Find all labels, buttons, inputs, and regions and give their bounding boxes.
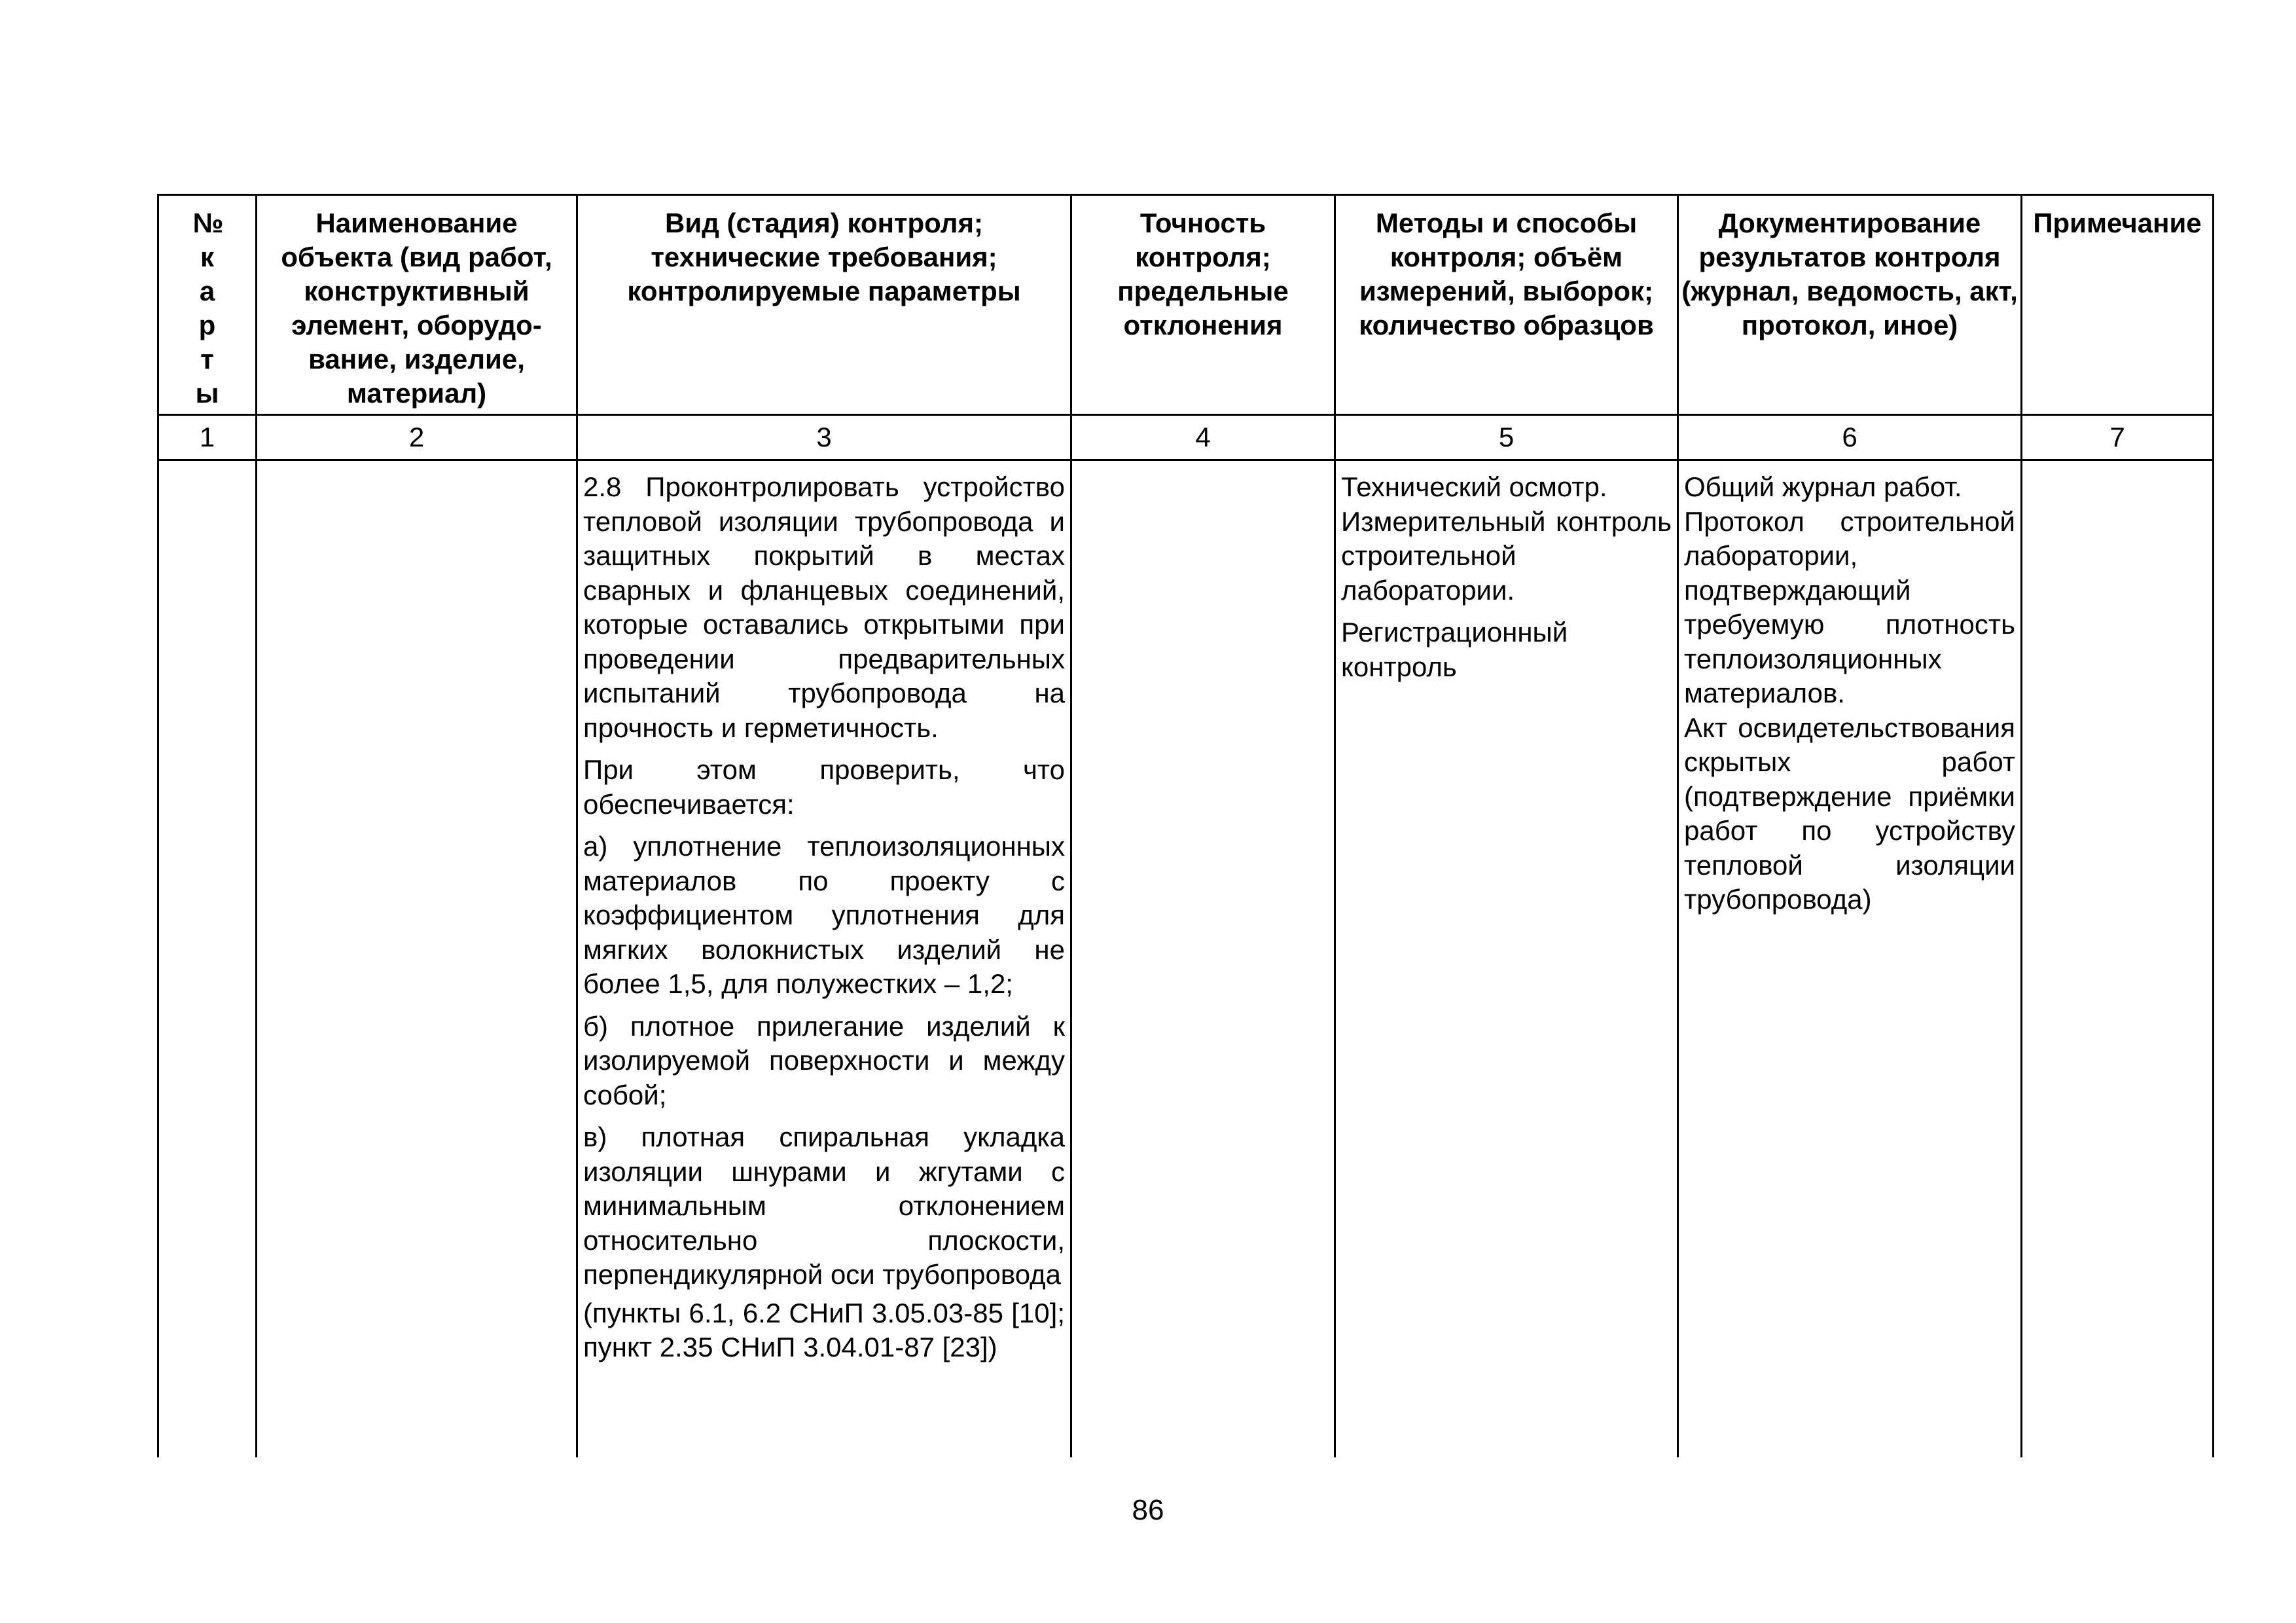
- column-number: 4: [1071, 415, 1335, 460]
- column-number: 2: [257, 415, 577, 460]
- cell-documentation: [1678, 460, 2022, 1458]
- table-row: [158, 460, 2214, 1458]
- cell-notes: [2022, 460, 2214, 1458]
- header-object-name: Наименование объекта (вид работ, конструктивный элемент, оборудо-вание, изделие, материал): [257, 195, 577, 415]
- header-accuracy: Точность контроля; предельные отклонения: [1071, 195, 1335, 415]
- requirement-item-c: в) плотная спиральная укладка изоляции шнурами и жгутами с минимальным отклонением относительно плоскости, перпендикулярной оси трубопровода: [583, 1122, 1065, 1290]
- cell-object-name: [257, 460, 577, 1458]
- header-row: [158, 195, 2214, 415]
- column-number: 7: [2022, 415, 2214, 460]
- header-notes: Примечание: [2022, 195, 2214, 415]
- header-documentation: Документирование результатов контроля (журнал, ведомость, акт, протокол, иное): [1678, 195, 2022, 415]
- doc-lab-protocol: Протокол строительной лаборатории, подтверждающий требуемую плотность теплоизоляционных материалов.: [1684, 505, 2015, 708]
- column-number: 1: [158, 415, 257, 460]
- doc-hidden-works-act: Акт освидетельствования скрытых работ (подтверждение приёмки работ по устройству тепловой изоляции трубопровода): [1684, 712, 2015, 915]
- cell-accuracy: [1071, 460, 1335, 1458]
- method-lab-measurement: Измерительный контроль строительной лаборатории.: [1341, 505, 1672, 606]
- header-card-number: [158, 195, 257, 415]
- header-methods: Методы и способы контроля; объём измерений, выборок; количество образцов: [1335, 195, 1678, 415]
- control-table: [157, 194, 2214, 1457]
- doc-general-journal: Общий журнал работ.: [1684, 471, 1962, 502]
- column-number: 3: [577, 415, 1071, 460]
- requirement-references: (пункты 6.1, 6.2 СНиП 3.05.03-85 [10]; пункт 2.35 СНиП 3.04.01-87 [23]): [583, 1297, 1065, 1362]
- page-number: 86: [1132, 1494, 1164, 1526]
- requirement-item-a: а) уплотнение теплоизоляционных материалов по проекту с коэффициентом уплотнения для мягких волокнистых изделий не более 1,5, для полужестких – 1,2;: [583, 831, 1065, 999]
- method-registration: Регистрационный контроль: [1341, 617, 1568, 682]
- cell-control-requirements: [577, 460, 1071, 1458]
- requirement-check-lead: При этом проверить, что обеспечивается:: [583, 754, 1065, 820]
- cell-methods: [1335, 460, 1678, 1458]
- column-number: 6: [1678, 415, 2022, 460]
- requirement-intro: 2.8 Проконтролировать устройство тепловой изоляции трубопровода и защитных покрытий в местах сварных и фланцевых соединений, которые оставались открытыми при проведении предварительных испытаний трубопровода на прочность и герметичность.: [583, 471, 1065, 743]
- header-card-number-text: № к а р т ы: [192, 208, 224, 409]
- cell-card-number: [158, 460, 257, 1458]
- method-visual-inspection: Технический осмотр.: [1341, 471, 1607, 502]
- column-number: 5: [1335, 415, 1678, 460]
- column-numbers-row: [158, 415, 2214, 460]
- requirement-item-b: б) плотное прилегание изделий к изолируемой поверхности и между собой;: [583, 1010, 1065, 1110]
- header-control-type: Вид (стадия) контроля; технические требования; контролируемые параметры: [577, 195, 1071, 415]
